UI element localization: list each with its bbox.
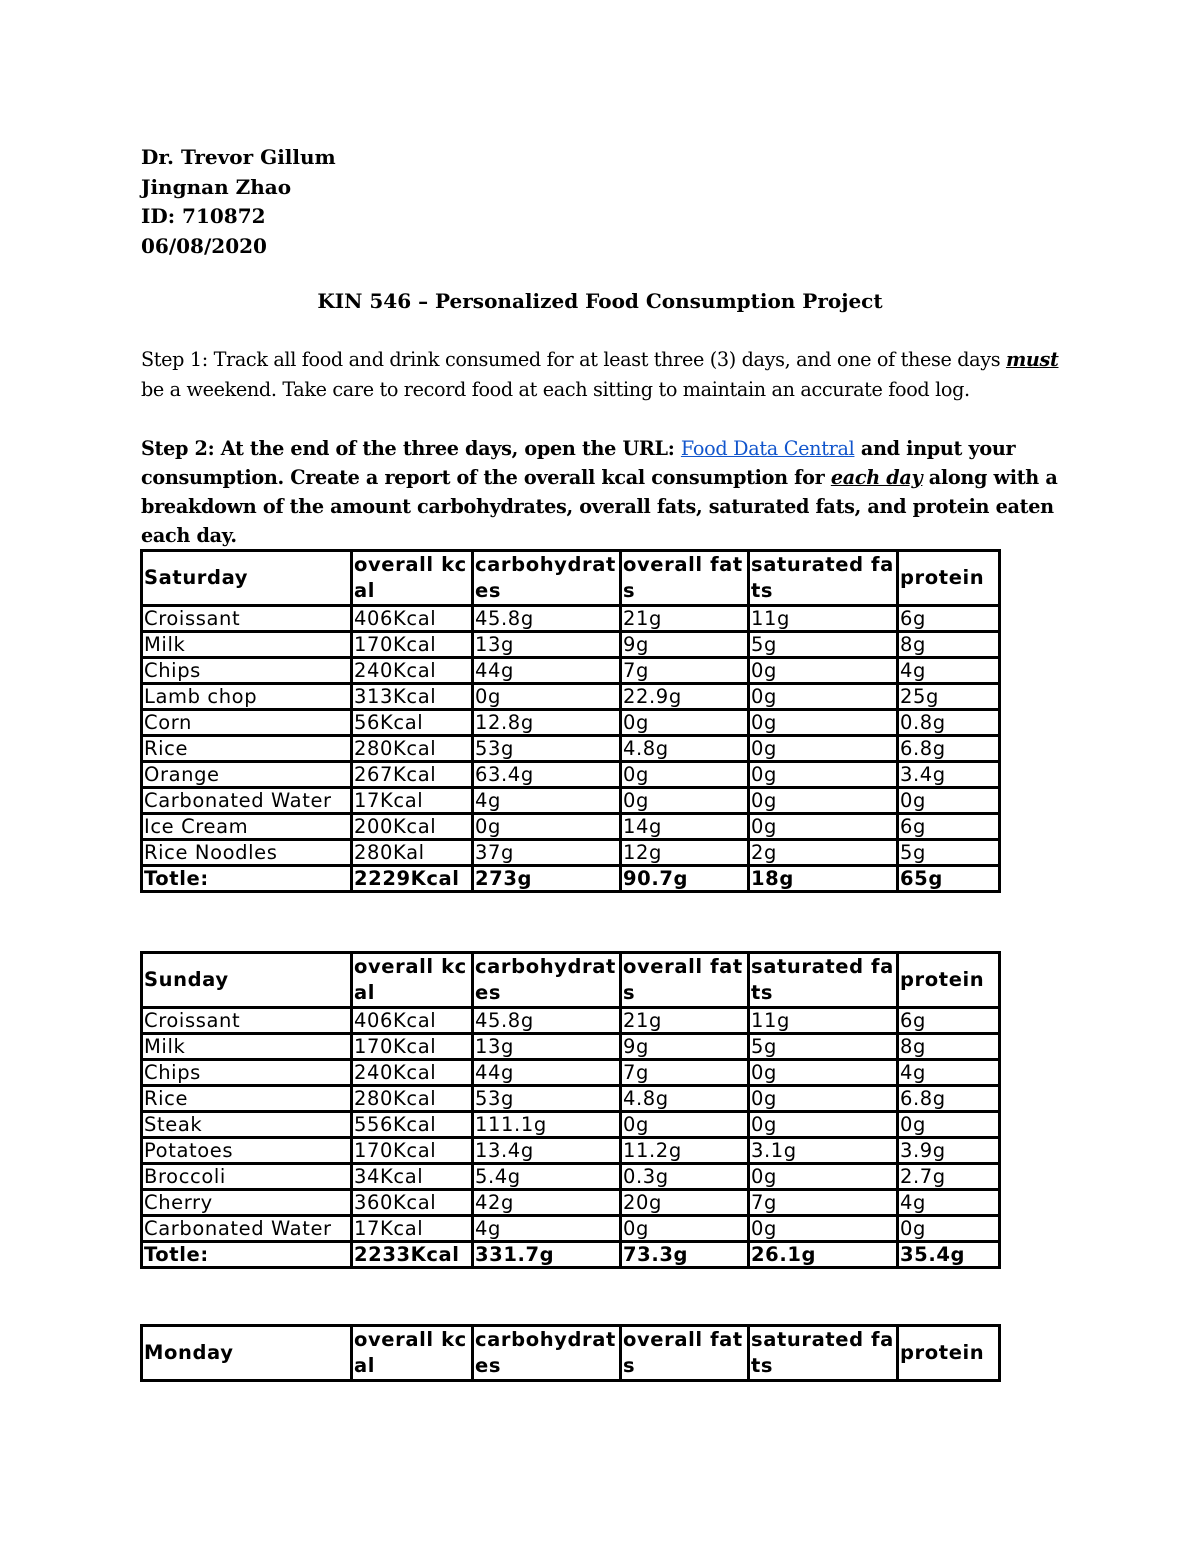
food-name-cell: Carbonated Water bbox=[142, 788, 352, 814]
table-row bbox=[142, 1190, 1000, 1216]
nutrient-value-cell: 6.8g bbox=[898, 736, 1000, 762]
nutrient-value-cell: 20g bbox=[621, 1190, 749, 1216]
nutrient-value-cell: 6g bbox=[898, 606, 1000, 632]
table-header-row bbox=[142, 953, 1000, 1008]
food-name-cell: Steak bbox=[142, 1112, 352, 1138]
nutrient-value-cell: 6g bbox=[898, 814, 1000, 840]
nutrient-value-cell: 9g bbox=[621, 1034, 749, 1060]
nutrient-value-cell: 17Kcal bbox=[352, 788, 473, 814]
total-value-cell: 273g bbox=[473, 866, 621, 892]
step2-part1: Step 2: At the end of the three days, open the URL: bbox=[141, 437, 681, 460]
column-header-cell: carbohydrates bbox=[473, 1326, 621, 1381]
day-header-cell: Saturday bbox=[142, 551, 352, 606]
table-row bbox=[142, 710, 1000, 736]
table-row bbox=[142, 606, 1000, 632]
food-data-central-link[interactable]: Food Data Central bbox=[680, 437, 855, 460]
nutrient-value-cell: 280Kal bbox=[352, 840, 473, 866]
table-row bbox=[142, 1216, 1000, 1242]
table-row bbox=[142, 684, 1000, 710]
total-label-cell: Totle: bbox=[142, 1242, 352, 1268]
nutrient-value-cell: 3.4g bbox=[898, 762, 1000, 788]
monday-table bbox=[140, 1324, 1001, 1382]
table-header-row bbox=[142, 1326, 1000, 1381]
nutrient-value-cell: 4g bbox=[473, 788, 621, 814]
nutrient-value-cell: 4g bbox=[898, 1190, 1000, 1216]
table-header-row bbox=[142, 551, 1000, 606]
nutrient-value-cell: 0g bbox=[749, 788, 898, 814]
total-value-cell: 26.1g bbox=[749, 1242, 898, 1268]
nutrient-value-cell: 4g bbox=[473, 1216, 621, 1242]
column-header-cell: overall fats bbox=[621, 1326, 749, 1381]
nutrient-value-cell: 0g bbox=[621, 1216, 749, 1242]
nutrient-value-cell: 0g bbox=[749, 762, 898, 788]
nutrient-value-cell: 0g bbox=[749, 1086, 898, 1112]
nutrient-value-cell: 200Kcal bbox=[352, 814, 473, 840]
table-row bbox=[142, 762, 1000, 788]
nutrient-value-cell: 0g bbox=[473, 814, 621, 840]
nutrient-value-cell: 0g bbox=[621, 1112, 749, 1138]
nutrient-value-cell: 170Kcal bbox=[352, 632, 473, 658]
nutrient-value-cell: 5g bbox=[749, 632, 898, 658]
total-value-cell: 331.7g bbox=[473, 1242, 621, 1268]
professor-name: Dr. Trevor Gillum bbox=[141, 145, 336, 169]
food-name-cell: Orange bbox=[142, 762, 352, 788]
nutrient-value-cell: 556Kcal bbox=[352, 1112, 473, 1138]
food-name-cell: Chips bbox=[142, 658, 352, 684]
nutrient-value-cell: 240Kcal bbox=[352, 658, 473, 684]
food-name-cell: Lamb chop bbox=[142, 684, 352, 710]
food-name-cell: Carbonated Water bbox=[142, 1216, 352, 1242]
food-name-cell: Rice bbox=[142, 736, 352, 762]
nutrient-value-cell: 8g bbox=[898, 632, 1000, 658]
nutrient-value-cell: 21g bbox=[621, 1008, 749, 1034]
step2-paragraph bbox=[141, 434, 1061, 550]
food-name-cell: Croissant bbox=[142, 1008, 352, 1034]
column-header-cell: saturated fats bbox=[749, 953, 898, 1008]
nutrient-value-cell: 0g bbox=[898, 788, 1000, 814]
nutrient-value-cell: 5g bbox=[898, 840, 1000, 866]
nutrient-value-cell: 0.3g bbox=[621, 1164, 749, 1190]
food-name-cell: Rice bbox=[142, 1086, 352, 1112]
table-row bbox=[142, 1164, 1000, 1190]
nutrient-value-cell: 0.8g bbox=[898, 710, 1000, 736]
column-header-cell: carbohydrates bbox=[473, 953, 621, 1008]
day-header-cell: Sunday bbox=[142, 953, 352, 1008]
food-name-cell: Corn bbox=[142, 710, 352, 736]
nutrient-value-cell: 2.7g bbox=[898, 1164, 1000, 1190]
column-header-cell: carbohydrates bbox=[473, 551, 621, 606]
nutrient-value-cell: 8g bbox=[898, 1034, 1000, 1060]
nutrient-value-cell: 44g bbox=[473, 658, 621, 684]
total-row bbox=[142, 1242, 1000, 1268]
table-row bbox=[142, 814, 1000, 840]
food-name-cell: Croissant bbox=[142, 606, 352, 632]
nutrient-value-cell: 44g bbox=[473, 1060, 621, 1086]
column-header-cell: protein bbox=[898, 953, 1000, 1008]
step1-emphasis: must bbox=[1005, 348, 1059, 371]
column-header-cell: overall fats bbox=[621, 551, 749, 606]
nutrient-value-cell: 170Kcal bbox=[352, 1138, 473, 1164]
nutrient-value-cell: 313Kcal bbox=[352, 684, 473, 710]
nutrient-value-cell: 4g bbox=[898, 658, 1000, 684]
nutrient-value-cell: 240Kcal bbox=[352, 1060, 473, 1086]
nutrient-value-cell: 0g bbox=[621, 762, 749, 788]
nutrient-value-cell: 13.4g bbox=[473, 1138, 621, 1164]
nutrient-value-cell: 6.8g bbox=[898, 1086, 1000, 1112]
nutrient-value-cell: 4.8g bbox=[621, 736, 749, 762]
total-value-cell: 35.4g bbox=[898, 1242, 1000, 1268]
table-row bbox=[142, 1008, 1000, 1034]
nutrient-value-cell: 37g bbox=[473, 840, 621, 866]
total-value-cell: 65g bbox=[898, 866, 1000, 892]
food-name-cell: Cherry bbox=[142, 1190, 352, 1216]
nutrient-value-cell: 13g bbox=[473, 632, 621, 658]
column-header-cell: protein bbox=[898, 551, 1000, 606]
nutrient-value-cell: 0g bbox=[749, 1216, 898, 1242]
nutrient-value-cell: 0g bbox=[621, 710, 749, 736]
nutrient-value-cell: 0g bbox=[749, 658, 898, 684]
nutrient-value-cell: 53g bbox=[473, 736, 621, 762]
nutrient-value-cell: 3.9g bbox=[898, 1138, 1000, 1164]
nutrient-value-cell: 22.9g bbox=[621, 684, 749, 710]
food-name-cell: Potatoes bbox=[142, 1138, 352, 1164]
nutrient-value-cell: 4.8g bbox=[621, 1086, 749, 1112]
total-row bbox=[142, 866, 1000, 892]
nutrient-value-cell: 14g bbox=[621, 814, 749, 840]
day-header-cell: Monday bbox=[142, 1326, 352, 1381]
column-header-cell: saturated fats bbox=[749, 551, 898, 606]
nutrient-value-cell: 17Kcal bbox=[352, 1216, 473, 1242]
nutrient-value-cell: 280Kcal bbox=[352, 1086, 473, 1112]
nutrient-value-cell: 280Kcal bbox=[352, 736, 473, 762]
nutrient-value-cell: 0g bbox=[749, 814, 898, 840]
column-header-cell: protein bbox=[898, 1326, 1000, 1381]
nutrient-value-cell: 53g bbox=[473, 1086, 621, 1112]
student-name: Jingnan Zhao bbox=[141, 174, 292, 199]
nutrient-value-cell: 9g bbox=[621, 632, 749, 658]
nutrient-value-cell: 11.2g bbox=[621, 1138, 749, 1164]
nutrient-value-cell: 360Kcal bbox=[352, 1190, 473, 1216]
nutrient-value-cell: 13g bbox=[473, 1034, 621, 1060]
nutrient-value-cell: 0g bbox=[473, 684, 621, 710]
table-row bbox=[142, 1034, 1000, 1060]
food-name-cell: Ice Cream bbox=[142, 814, 352, 840]
document-title: KIN 546 – Personalized Food Consumption Project bbox=[317, 289, 883, 313]
nutrient-value-cell: 11g bbox=[749, 606, 898, 632]
column-header-cell: overall fats bbox=[621, 953, 749, 1008]
column-header-cell: overall kcal bbox=[352, 1326, 473, 1381]
table-row bbox=[142, 1138, 1000, 1164]
table-row bbox=[142, 1060, 1000, 1086]
nutrient-value-cell: 5g bbox=[749, 1034, 898, 1060]
step1-text-before: Step 1: Track all food and drink consumed for at least three (3) days, and one of these days bbox=[141, 348, 1006, 371]
nutrient-value-cell: 406Kcal bbox=[352, 1008, 473, 1034]
table-row bbox=[142, 1086, 1000, 1112]
sunday-table bbox=[140, 951, 1001, 1269]
table-row bbox=[142, 632, 1000, 658]
nutrient-value-cell: 7g bbox=[749, 1190, 898, 1216]
nutrient-value-cell: 267Kcal bbox=[352, 762, 473, 788]
food-name-cell: Rice Noodles bbox=[142, 840, 352, 866]
nutrient-value-cell: 0g bbox=[898, 1112, 1000, 1138]
food-name-cell: Milk bbox=[142, 1034, 352, 1060]
step2-part2: and input your consumption. Create a report of the overall kcal consumption for bbox=[141, 437, 1016, 489]
nutrient-value-cell: 21g bbox=[621, 606, 749, 632]
column-header-cell: overall kcal bbox=[352, 953, 473, 1008]
table-row bbox=[142, 1112, 1000, 1138]
nutrient-value-cell: 0g bbox=[749, 710, 898, 736]
nutrient-value-cell: 56Kcal bbox=[352, 710, 473, 736]
nutrient-value-cell: 45.8g bbox=[473, 606, 621, 632]
food-name-cell: Broccoli bbox=[142, 1164, 352, 1190]
nutrient-value-cell: 5.4g bbox=[473, 1164, 621, 1190]
nutrient-value-cell: 34Kcal bbox=[352, 1164, 473, 1190]
table-row bbox=[142, 840, 1000, 866]
table-row bbox=[142, 736, 1000, 762]
total-value-cell: 73.3g bbox=[621, 1242, 749, 1268]
nutrient-value-cell: 0g bbox=[749, 684, 898, 710]
nutrient-value-cell: 7g bbox=[621, 1060, 749, 1086]
nutrient-value-cell: 25g bbox=[898, 684, 1000, 710]
nutrient-value-cell: 63.4g bbox=[473, 762, 621, 788]
nutrient-value-cell: 4g bbox=[898, 1060, 1000, 1086]
document-date: 06/08/2020 bbox=[141, 233, 267, 258]
nutrient-value-cell: 3.1g bbox=[749, 1138, 898, 1164]
nutrient-value-cell: 0g bbox=[749, 1060, 898, 1086]
column-header-cell: saturated fats bbox=[749, 1326, 898, 1381]
total-value-cell: 2229Kcal bbox=[352, 866, 473, 892]
nutrient-value-cell: 406Kcal bbox=[352, 606, 473, 632]
nutrient-value-cell: 0g bbox=[749, 1164, 898, 1190]
nutrient-value-cell: 111.1g bbox=[473, 1112, 621, 1138]
food-name-cell: Milk bbox=[142, 632, 352, 658]
total-label-cell: Totle: bbox=[142, 866, 352, 892]
step2-emphasis: each day bbox=[830, 466, 923, 489]
table-row bbox=[142, 788, 1000, 814]
total-value-cell: 18g bbox=[749, 866, 898, 892]
nutrient-value-cell: 45.8g bbox=[473, 1008, 621, 1034]
nutrient-value-cell: 0g bbox=[621, 788, 749, 814]
nutrient-value-cell: 2g bbox=[749, 840, 898, 866]
nutrient-value-cell: 0g bbox=[898, 1216, 1000, 1242]
nutrient-value-cell: 7g bbox=[621, 658, 749, 684]
student-id: ID: 710872 bbox=[141, 204, 266, 228]
step2-part3: along with a breakdown of the amount carbohydrates, overall fats, saturated fats, and protein eaten each day. bbox=[141, 466, 1058, 547]
column-header-cell: overall kcal bbox=[352, 551, 473, 606]
total-value-cell: 90.7g bbox=[621, 866, 749, 892]
table-row bbox=[142, 658, 1000, 684]
step1-paragraph bbox=[141, 345, 1061, 404]
nutrient-value-cell: 6g bbox=[898, 1008, 1000, 1034]
nutrient-value-cell: 12.8g bbox=[473, 710, 621, 736]
saturday-table bbox=[140, 549, 1001, 893]
nutrient-value-cell: 42g bbox=[473, 1190, 621, 1216]
step1-text-after: be a weekend. Take care to record food at each sitting to maintain an accurate food log. bbox=[141, 377, 970, 401]
nutrient-value-cell: 170Kcal bbox=[352, 1034, 473, 1060]
nutrient-value-cell: 0g bbox=[749, 736, 898, 762]
nutrient-value-cell: 11g bbox=[749, 1008, 898, 1034]
food-name-cell: Chips bbox=[142, 1060, 352, 1086]
header-block bbox=[141, 143, 336, 261]
nutrient-value-cell: 0g bbox=[749, 1112, 898, 1138]
total-value-cell: 2233Kcal bbox=[352, 1242, 473, 1268]
nutrient-value-cell: 12g bbox=[621, 840, 749, 866]
